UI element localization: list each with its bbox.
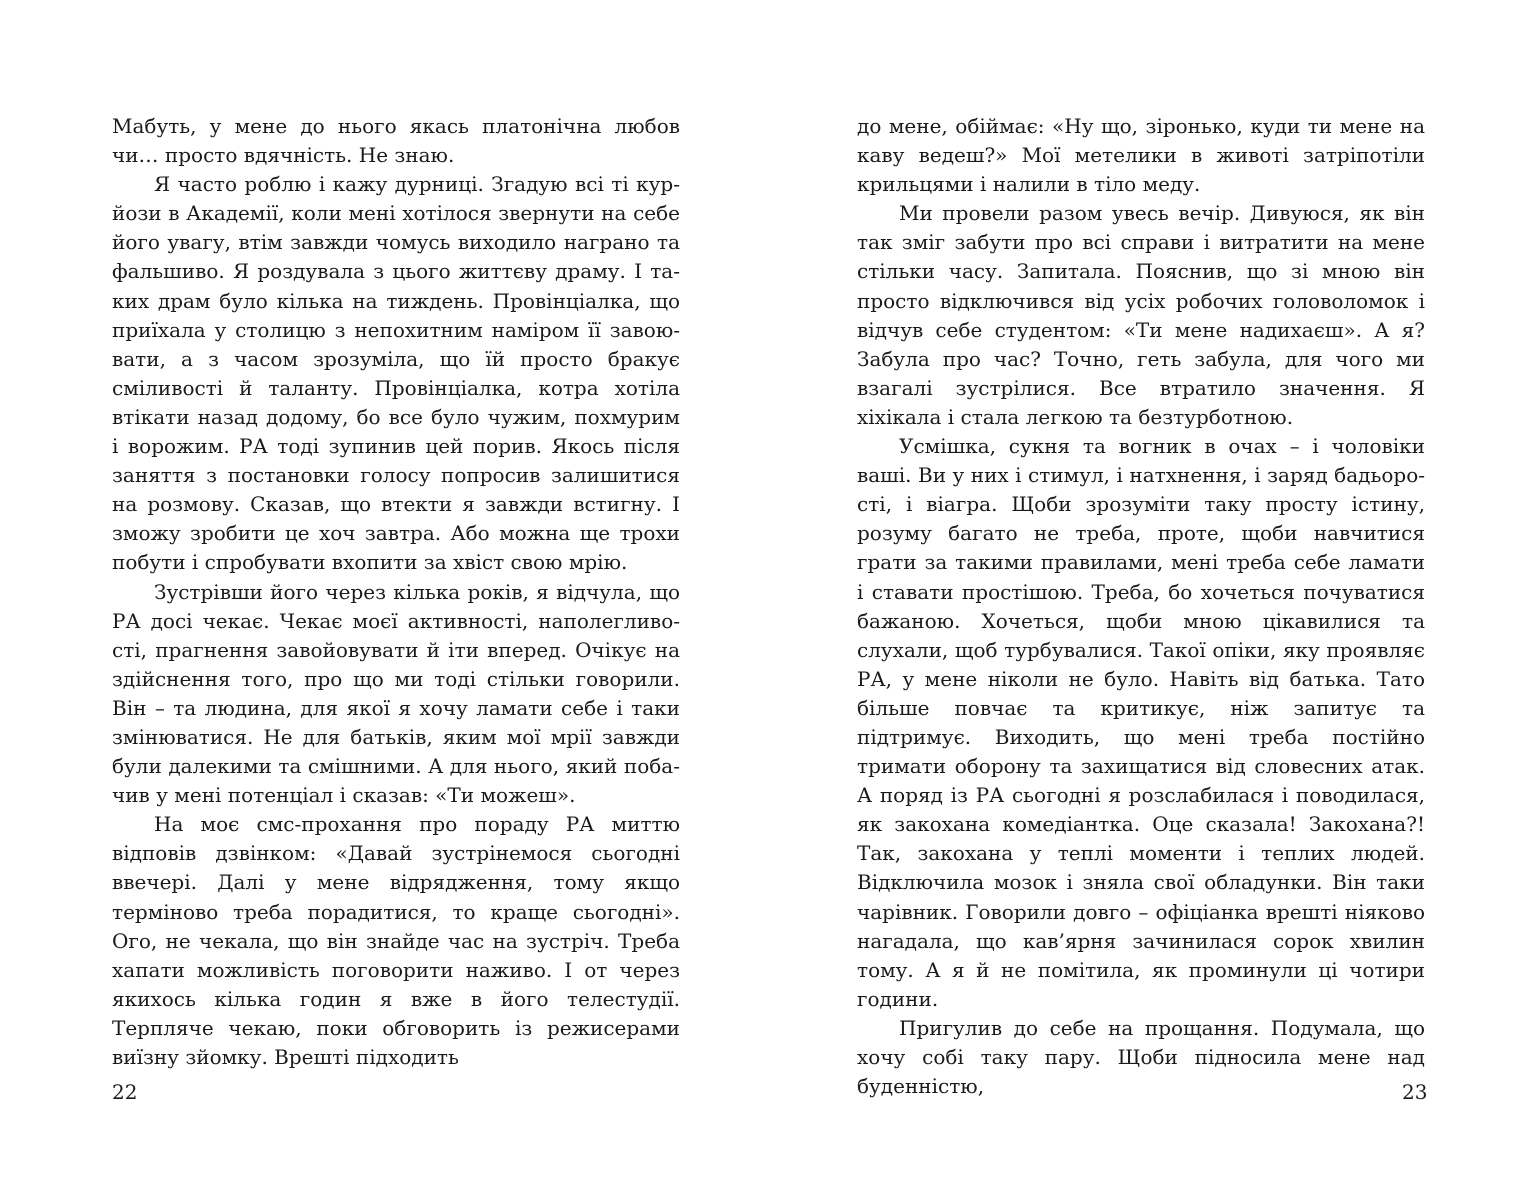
paragraph: Ми провели разом увесь вечір. Дивуюся, як він так зміг забути про всі справи і витратити на мене стільки часу. Запитала. Пояснив, що зі мною він просто відключився від усіх робочих головоломок і відчув себе студентом: «Ти мене надихаєш». А я? Забула про час? Точно, геть забула, для чого ми взагалі зустрілися. Все втратило значення. Я хіхікала і стала легкою та безтурботною. (857, 201, 1425, 429)
left-page (112, 112, 680, 1072)
page-number-right: 23 (1402, 1080, 1428, 1104)
paragraph: Пригулив до себе на прощання. Подумала, що хочу собі таку пару. Щоби підносила мене над буденністю, (857, 1015, 1425, 1099)
paragraph: На моє смс-прохання про пораду РА миттю відповів дзвінком: «Давай зустрінемося сьогодні ввечері. Далі у мене відрядження, тому якщо терміново треба порадитися, то краще сьогодні». Ого, не чекала, що він знайде час на зустріч. Треба хапати можливість поговорити наживо. І от через якихось кілька годин я вже в його телестудії. Терпляче чекаю, поки обговорить із режисерами виїзну зйомку. Врешті підходить (112, 812, 680, 1069)
left-page-text (112, 112, 680, 1072)
paragraph: Усмішка, сукня та вогник в очах – і чоловіки ваші. Ви у них і стимул, і натхнення, і заряд бадьорості, і віагра. Щоби зрозуміти таку просту істину, розуму багато не треба, проте, щоби навчитися грати за такими правилами, мені треба себе ламати і ставати простішою. Треба, бо хочеться почуватися бажаною. Хочеться, щоби мною цікавилися та слухали, щоб турбувалися. Такої опіки, яку проявляє РА, у мене ніколи не було. Навіть від батька. Тато більше повчає та критикує, ніж запитує та підтримує. Виходить, що мені треба постійно тримати оборону та захищатися від словесних атак. А поряд із РА сьогодні я розслабилася і поводилася, як закохана комедіантка. Оце сказала! Закохана?! Так, закохана у теплі моменти і теплих людей. Відключила мозок і зняла свої обладунки. Він таки чарівник. Говорили довго – офіціанка врешті ніяково нагадала, що кав’ярня зачинилася сорок хвилин тому. А я й не помітила, як проминули ці чотири години. (857, 434, 1425, 1011)
paragraph: Зустрівши його через кілька років, я відчула, що РА досі чекає. Чекає моєї активності, наполегливості, прагнення завойовувати й іти вперед. Очікує на здійснення того, про що ми тоді стільки говорили. Він – та людина, для якої я хочу ламати себе і таки змінюватися. Не для батьків, яким мої мрії завжди були далекими та смішними. А для нього, який побачив у мені потенціал і сказав: «Ти можеш». (112, 579, 680, 808)
paragraph: Я часто роблю і кажу дурниці. Згадую всі ті курйози в Академії, коли мені хотілося звернути на себе його увагу, втім завжди чомусь виходило награно та фальшиво. Я роздувала з цього життєву драму. І таких драм було кілька на тиждень. Провінціалка, що приїхала у столицю з непохитним наміром її завоювати, а з часом зрозуміла, що їй просто бракує сміливості й таланту. Провінціалка, котра хотіла втікати назад додому, бо все було чужим, похмурим і ворожим. РА тоді зупинив цей порив. Якось після заняття з постановки голосу попросив залишитися на розмову. Сказав, що втекти я завжди встигну. І зможу зробити це хоч завтра. Або можна ще трохи побути і спробувати вхопити за хвіст свою мрію. (112, 172, 680, 575)
page-number-left: 22 (112, 1080, 138, 1104)
right-page-text (857, 112, 1425, 1101)
paragraph: до мене, обіймає: «Ну що, зіронько, куди ти мене на каву ведеш?» Мої метелики в животі затріпотіли крильцями і налили в тіло меду. (857, 114, 1425, 197)
paragraph: Мабуть, у мене до нього якась платонічна любов чи… просто вдячність. Не знаю. (112, 114, 680, 168)
right-page (857, 112, 1425, 1101)
